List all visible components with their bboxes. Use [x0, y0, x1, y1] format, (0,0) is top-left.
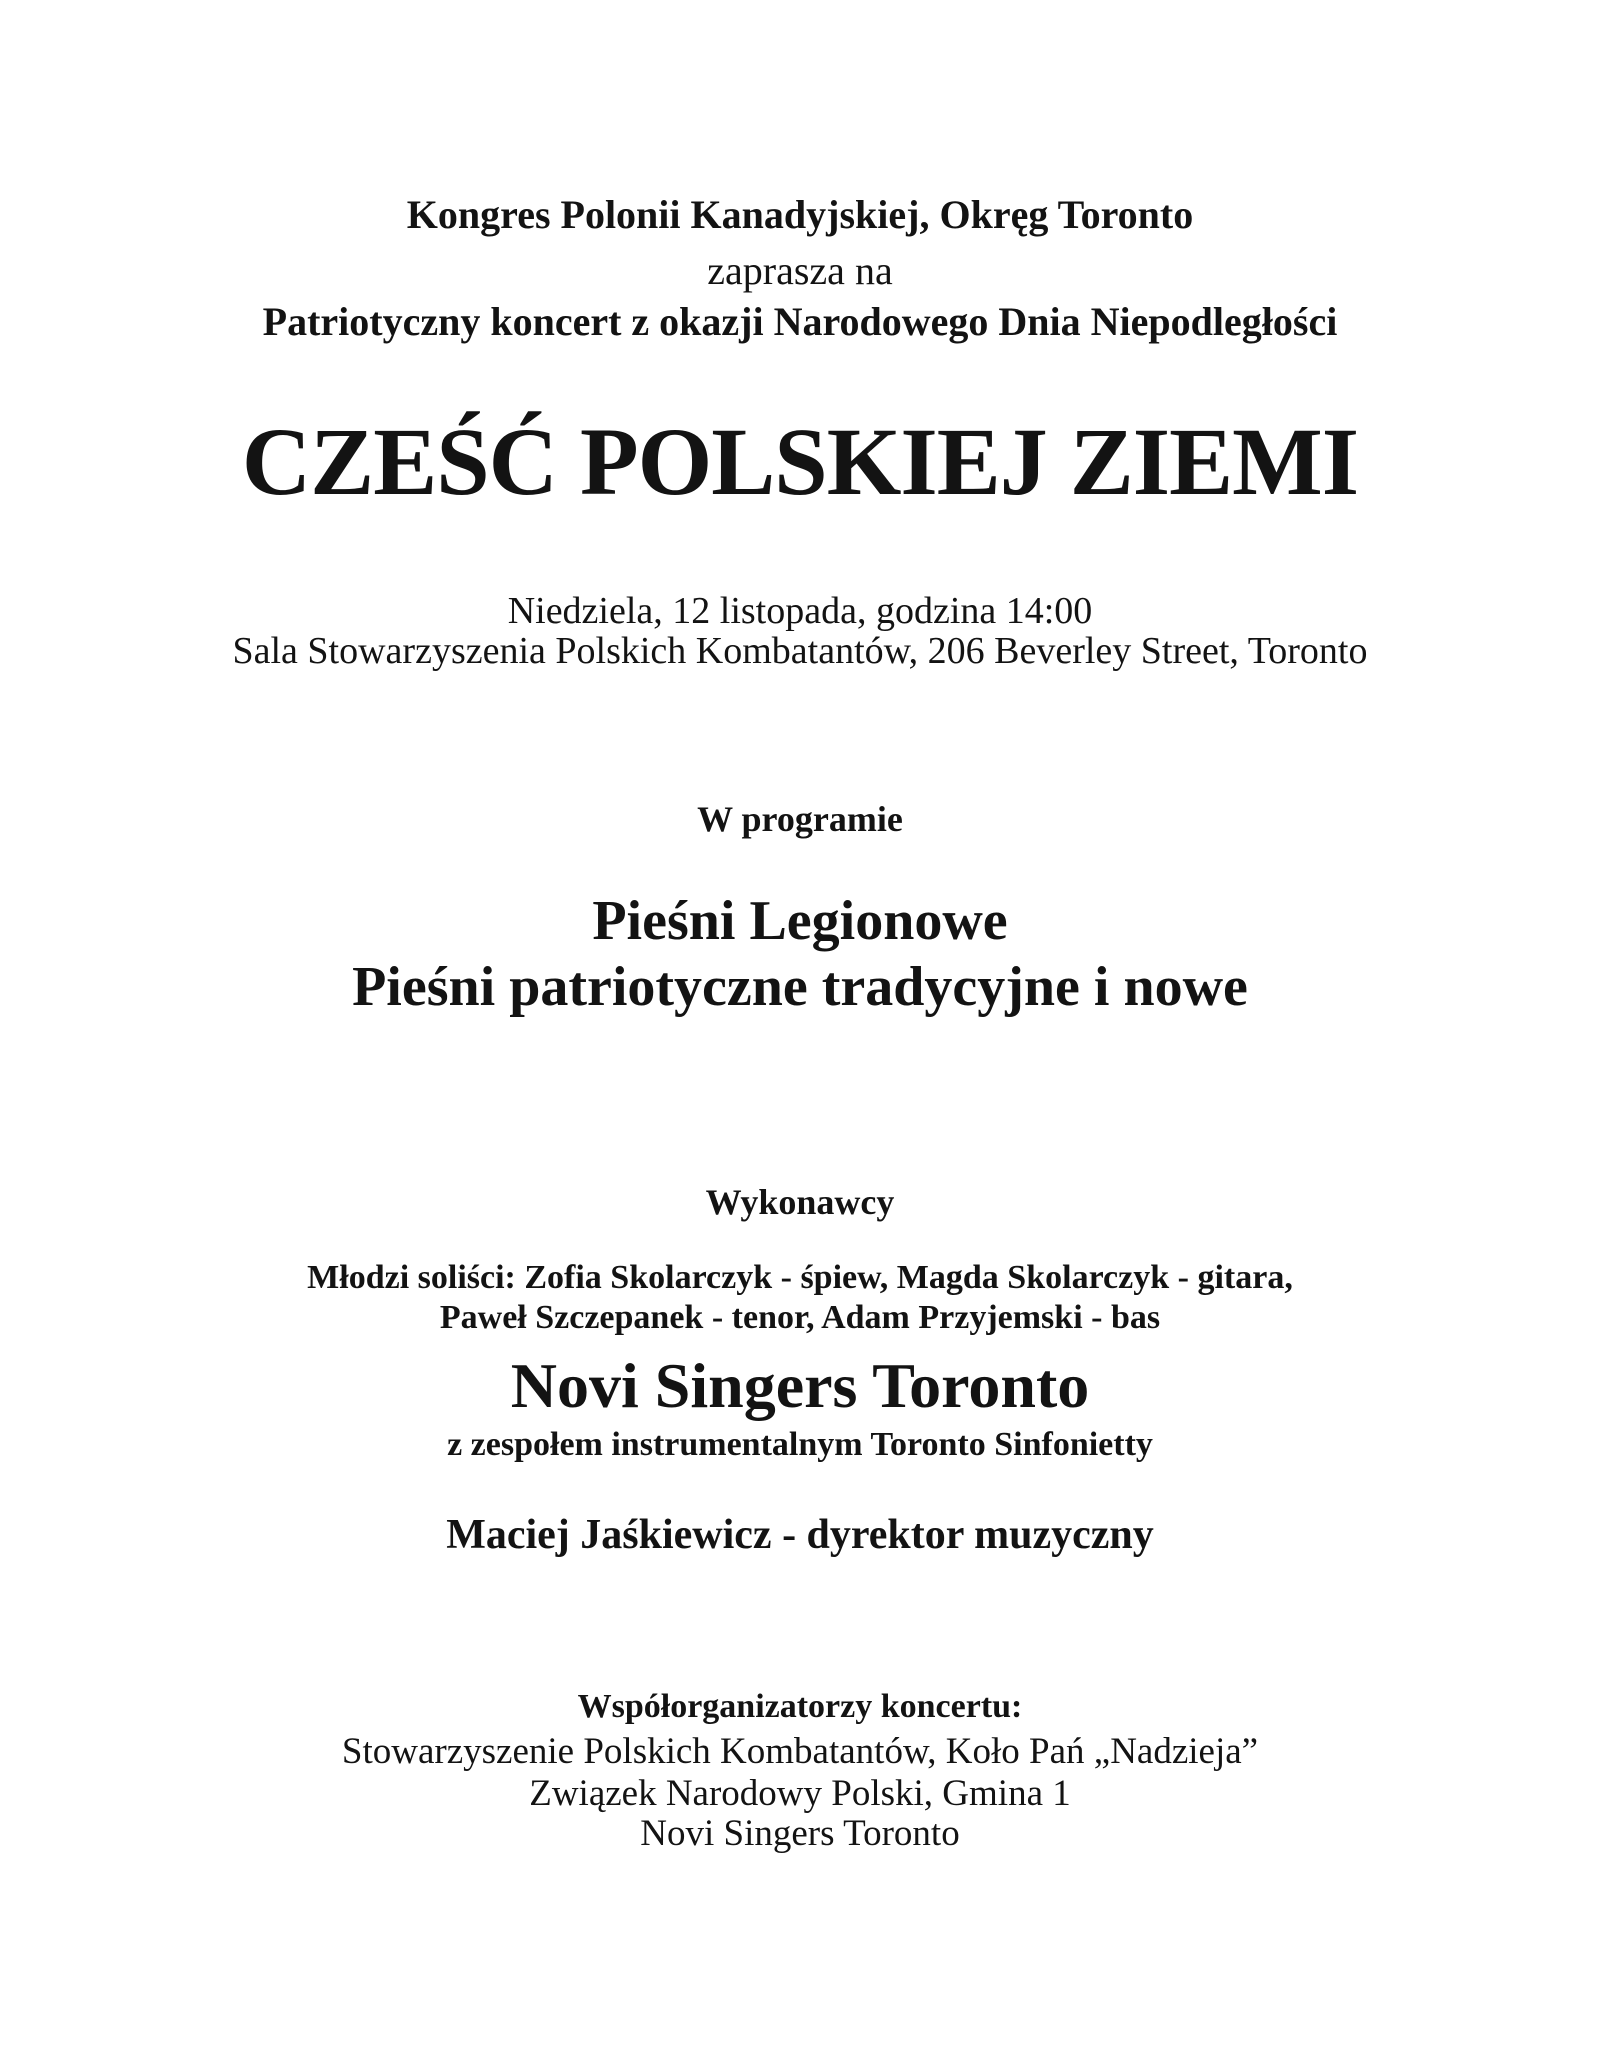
coorganizer-item: Novi Singers Toronto — [640, 1813, 960, 1854]
organizer-line: Kongres Polonii Kanadyjskiej, Okręg Toronto — [406, 192, 1194, 237]
coorganizer-item: Związek Narodowy Polski, Gmina 1 — [529, 1773, 1071, 1814]
event-datetime: Niedziela, 12 listopada, godzina 14:00 — [507, 590, 1093, 632]
program-item: Pieśni patriotyczne tradycyjne i nowe — [352, 956, 1248, 1018]
event-title: CZEŚĆ POLSKIEJ ZIEMI — [241, 408, 1359, 515]
occasion-line: Patriotyczny koncert z okazji Narodowego Dnia Niepodległości — [262, 299, 1338, 344]
coorganizer-item: Stowarzyszenie Polskich Kombatantów, Koło Pań „Nadzieja” — [341, 1731, 1259, 1772]
soloists-line-1: Młodzi soliści: Zofia Skolarczyk - śpiew, Magda Skolarczyk - gitara, — [307, 1259, 1293, 1296]
coorganizers-heading: Współorganizatorzy koncertu: — [577, 1688, 1023, 1725]
soloists-line-2: Paweł Szczepanek - tenor, Adam Przyjemski - bas — [439, 1299, 1161, 1336]
choir-name: Novi Singers Toronto — [510, 1350, 1090, 1421]
invitation-line: zaprasza na — [707, 248, 893, 293]
program-heading: W programie — [697, 799, 903, 839]
event-venue: Sala Stowarzyszenia Polskich Kombatantów, 206 Beverley Street, Toronto — [232, 630, 1368, 672]
program-item: Pieśni Legionowe — [592, 890, 1008, 952]
ensemble-line: z zespołem instrumentalnym Toronto Sinfonietty — [447, 1426, 1153, 1463]
performers-heading: Wykonawcy — [705, 1182, 895, 1222]
music-director-line: Maciej Jaśkiewicz - dyrektor muzyczny — [446, 1512, 1154, 1558]
